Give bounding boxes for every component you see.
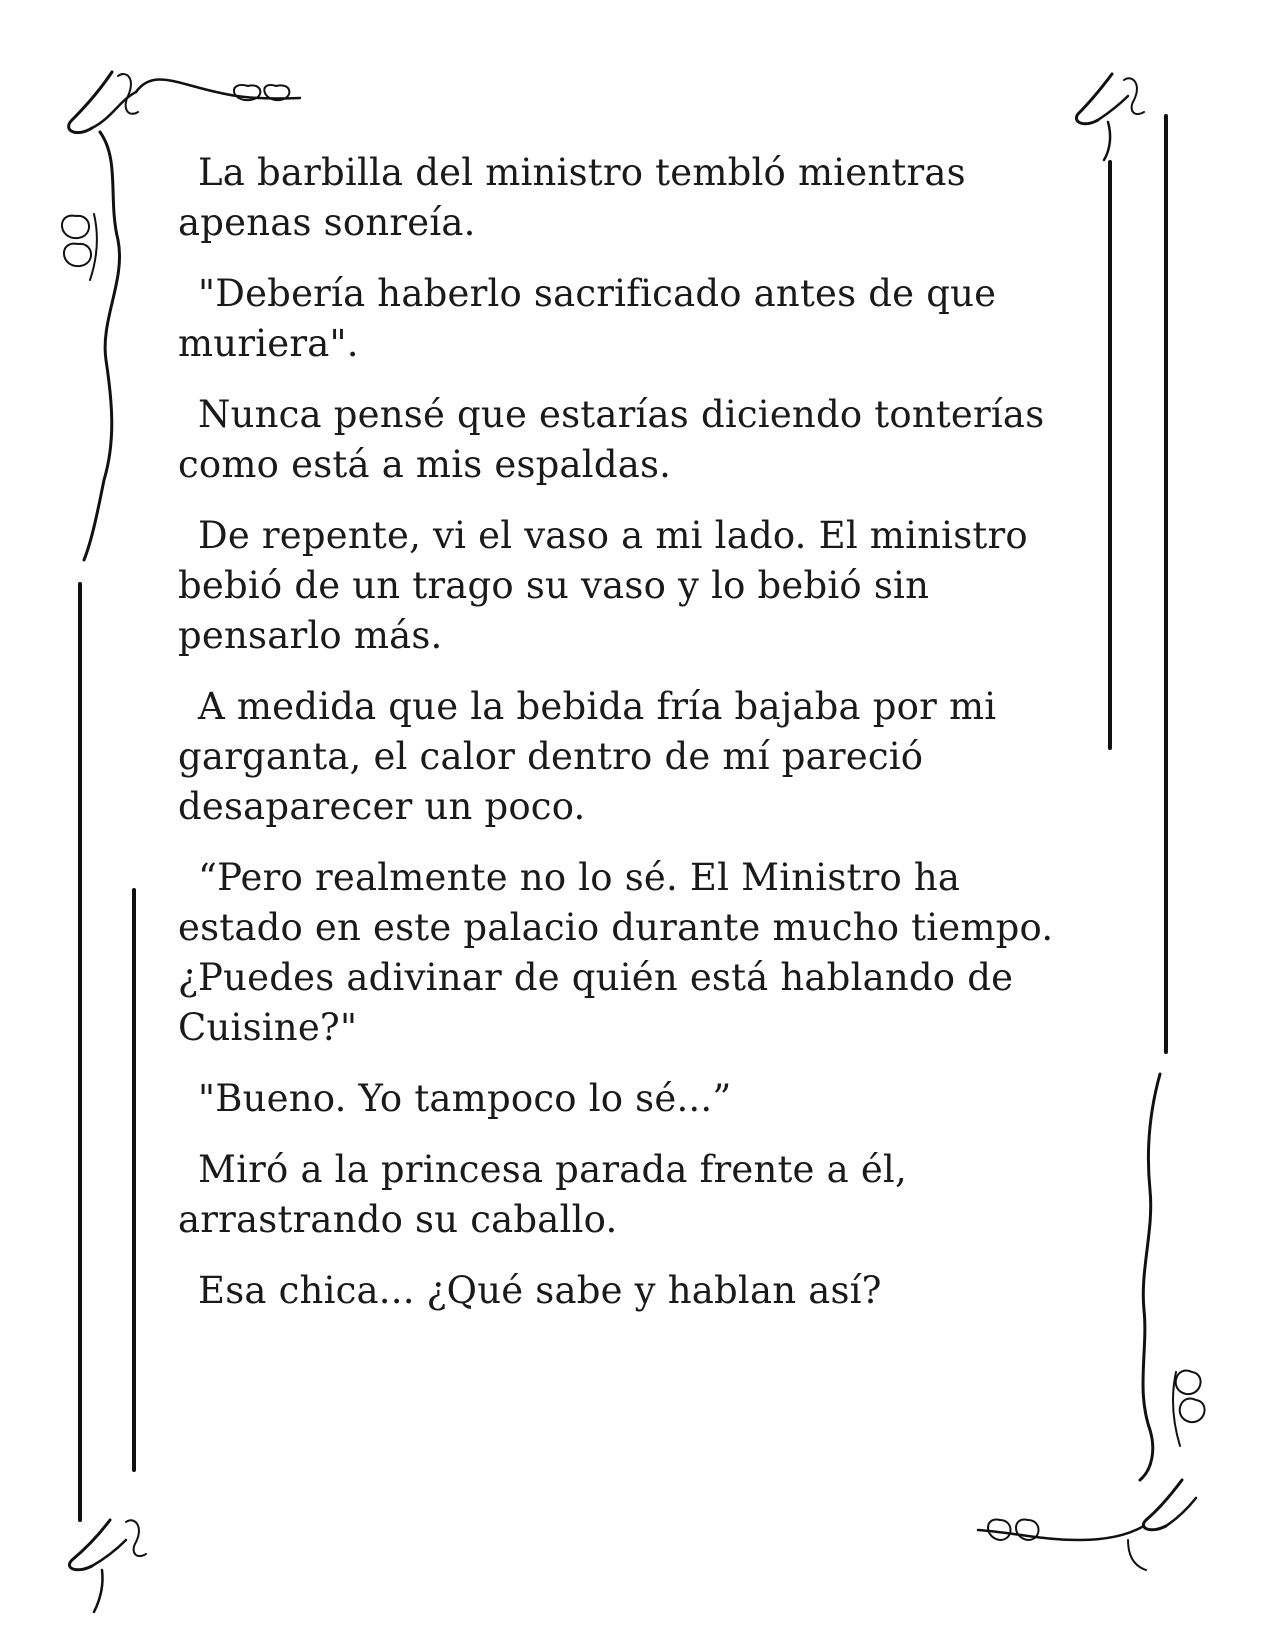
paragraph: "Debería haberlo sacrificado antes de que muriera". [178, 272, 997, 365]
paragraph: Miró a la princesa parada frente a él, arrastrando su caballo. [178, 1148, 907, 1241]
paragraph: “Pero realmente no lo sé. El Ministro ha estado en este palacio durante mucho tiempo. ¿Puedes adivinar de quién está hablando de Cuisine?" [178, 856, 1054, 1049]
paragraph: La barbilla del ministro tembló mientras apenas sonreía. [178, 151, 966, 244]
page-text [178, 148, 1078, 1337]
flourish-bottom-left-icon [69, 1520, 146, 1612]
left-rules [80, 584, 134, 1520]
paragraph: Nunca pensé que estarías diciendo tonterías como está a mis espaldas. [178, 393, 1045, 486]
paragraph: A medida que la bebida fría bajaba por mi garganta, el calor dentro de mí pareció desaparecer un poco. [178, 685, 997, 828]
flourish-top-right-icon [1076, 74, 1166, 1052]
paragraph: "Bueno. Yo tampoco lo sé...” [198, 1077, 732, 1120]
paragraph: Esa chica... ¿Qué sabe y hablan así? [198, 1269, 882, 1312]
paragraph: De repente, vi el vaso a mi lado. El ministro bebió de un trago su vaso y lo bebió sin pensarlo más. [178, 514, 1028, 657]
